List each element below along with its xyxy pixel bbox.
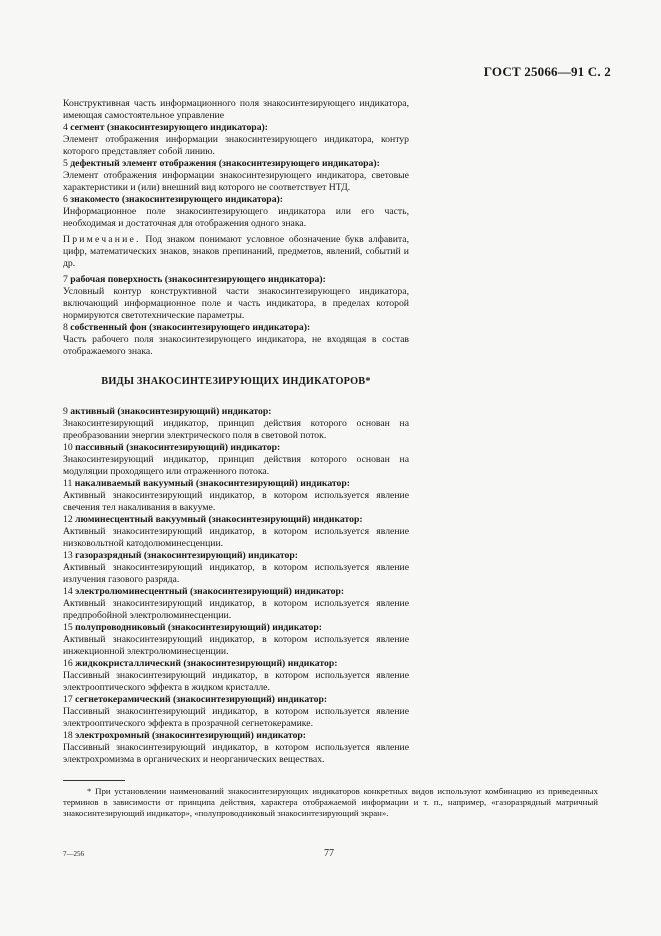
term-definition: Активный знакосинтезирующий индикатор, в котором используется явление свечения тел накаливания в вакууме. — [63, 490, 409, 513]
term-definition: Часть рабочего поля знакосинтезирующего индикатора, не входящая в состав отображаемого знака. — [63, 334, 409, 357]
main-text — [63, 98, 409, 766]
term-heading — [63, 478, 409, 490]
term-name: сегмент (знакосинтезирующего индикатора): — [70, 122, 268, 133]
term-name: электролюминесцентный (знакосинтезирующий) индикатор: — [75, 586, 345, 597]
term-name: накаливаемый вакуумный (знакосинтезирующий) индикатор: — [74, 478, 351, 489]
term-heading — [63, 158, 409, 170]
term-name: газоразрядный (знакосинтезирующий) индикатор: — [75, 550, 298, 561]
term-number: 10 — [63, 442, 73, 453]
term-number: 11 — [63, 478, 73, 489]
note-label: Примечание. — [63, 234, 141, 245]
term-heading — [63, 622, 409, 634]
term-heading — [63, 406, 409, 418]
term-name: люминесцентный вакуумный (знакосинтезирующий) индикатор: — [75, 514, 363, 525]
term-definition: Активный знакосинтезирующий индикатор, в котором используется явление излучения газового разряда. — [63, 562, 409, 585]
term-heading — [63, 442, 409, 454]
print-code: 7—256 — [63, 850, 84, 858]
term-name: жидкокристаллический (знакосинтезирующий) индикатор: — [75, 658, 338, 669]
term-definition: Элемент отображения информации знакосинтезирующего индикатора, контур которого представляет собой линию. — [63, 134, 409, 157]
term-heading — [63, 658, 409, 670]
terms-group-a — [63, 122, 409, 230]
terms-group-c — [63, 406, 409, 766]
term-number: 5 — [63, 158, 68, 169]
page-number: 77 — [324, 848, 334, 859]
footnote-divider — [63, 780, 125, 781]
term-heading — [63, 322, 409, 334]
term-definition: Активный знакосинтезирующий индикатор, в котором используется явление предпробойной электролюминесценции. — [63, 598, 409, 621]
term-name: пассивный (знакосинтезирующий) индикатор: — [75, 442, 281, 453]
term-number: 13 — [63, 550, 73, 561]
term-name: собственный фон (знакосинтезирующего индикатора): — [70, 322, 311, 333]
term-number: 6 — [63, 194, 68, 205]
term-number: 18 — [63, 730, 73, 741]
term-definition: Условный контур конструктивной части знакосинтезирующего индикатора, включающий информационное поле и часть индикатора, в пределах которой нормируются светотехнические параметры. — [63, 286, 409, 321]
term-number: 8 — [63, 322, 68, 333]
term-number: 7 — [63, 274, 68, 285]
term-definition: Информационное поле знакосинтезирующего индикатора или его часть, необходимая и достаточная для отображения одного знака. — [63, 206, 409, 229]
term-name: электрохромный (знакосинтезирующий) индикатор: — [75, 730, 307, 741]
section-heading: ВИДЫ ЗНАКОСИНТЕЗИРУЮЩИХ ИНДИКАТОРОВ* — [101, 376, 371, 387]
note-text: Под знаком понимают условное обозначение букв алфавита, цифр, математических знаков, знаков препинаний, предметов, явлений, событий и др. — [63, 234, 409, 269]
term-name: сегнетокерамический (знакосинтезирующий) индикатор: — [75, 694, 328, 705]
term-heading — [63, 514, 409, 526]
term-definition: Пассивный знакосинтезирующий индикатор, в котором используется явление электрооптического эффекта в прозрачной сегнетокерамике. — [63, 706, 409, 729]
term-heading — [63, 550, 409, 562]
term-definition: Знакосинтезирующий индикатор, принцип действия которого основан на преобразовании энергии электрического поля в световой поток. — [63, 418, 409, 441]
term-number: 4 — [63, 122, 68, 133]
document-reference: ГОСТ 25066—91 С. 2 — [483, 64, 611, 79]
note-paragraph — [63, 234, 409, 270]
term-definition: Активный знакосинтезирующий индикатор, в котором используется явление низковольтной катодолюминесценции. — [63, 526, 409, 549]
term-definition: Знакосинтезирующий индикатор, принцип действия которого основан на модуляции проходящего или отраженного потока. — [63, 454, 409, 477]
term-number: 16 — [63, 658, 73, 669]
term-heading — [63, 274, 409, 286]
term-number: 15 — [63, 622, 73, 633]
term-heading — [63, 122, 409, 134]
intro-text: Конструктивная часть информационного поля знакосинтезирующего индикатора, имеющая самостоятельное управление — [63, 98, 409, 121]
term-number: 12 — [63, 514, 73, 525]
footnote-text: * При установлении наименований знакосинтезирующих индикаторов конкретных видов используют комбинацию из приведенных терминов в зависимости от принципа действия, характера отображаемой информации и т. п., например, «газоразрядный матричный знакосинтезирующий индикатор», «полупроводниковый знакосинтезирующий экран». — [63, 786, 598, 818]
term-heading — [63, 194, 409, 206]
term-name: дефектный элемент отображения (знакосинтезирующего индикатора): — [70, 158, 380, 169]
term-name: полупроводниковый (знакосинтезирующий) индикатор: — [75, 622, 323, 633]
terms-group-b — [63, 274, 409, 358]
term-number: 14 — [63, 586, 73, 597]
term-heading — [63, 694, 409, 706]
term-name: активный (знакосинтезирующий) индикатор: — [70, 406, 272, 417]
term-name: рабочая поверхность (знакосинтезирующего индикатора): — [70, 274, 326, 285]
term-definition: Пассивный знакосинтезирующий индикатор, в котором используется явление электрооптического эффекта в жидком кристалле. — [63, 670, 409, 693]
term-name: знакоместо (знакосинтезирующего индикатора): — [70, 194, 283, 205]
term-definition: Элемент отображения информации знакосинтезирующего индикатора, световые характеристики и (или) внешний вид которого не соответствует НТД. — [63, 170, 409, 193]
term-number: 17 — [63, 694, 73, 705]
term-number: 9 — [63, 406, 68, 417]
term-definition: Активный знакосинтезирующий индикатор, в котором используется явление инжекционной электролюминесценции. — [63, 634, 409, 657]
term-definition: Пассивный знакосинтезирующий индикатор, в котором используется явление электрохромизма в органических и неорганических веществах. — [63, 742, 409, 765]
term-heading — [63, 730, 409, 742]
term-heading — [63, 586, 409, 598]
